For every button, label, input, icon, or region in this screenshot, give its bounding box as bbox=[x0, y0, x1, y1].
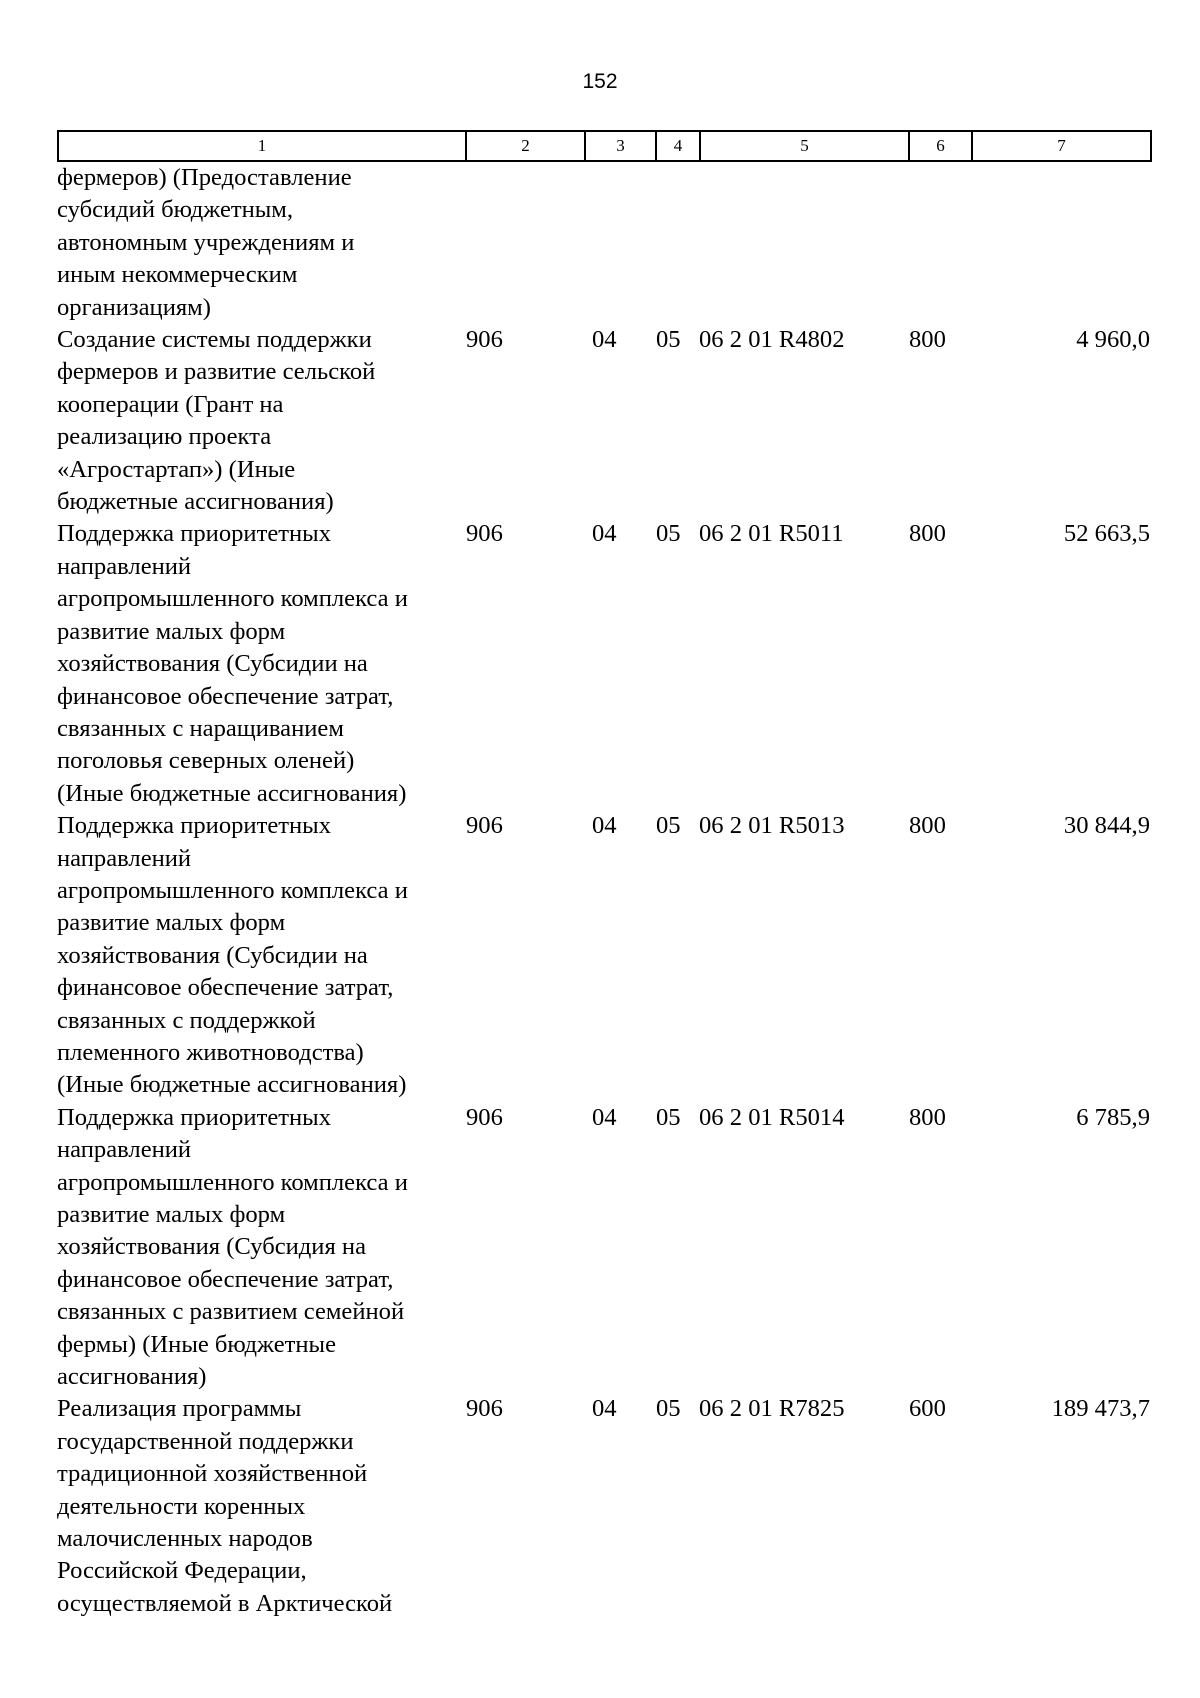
row-col-5: 06 2 01 R5014 bbox=[699, 1103, 845, 1131]
table-row bbox=[57, 1393, 1150, 1620]
row-col-7: 4 960,0 bbox=[1076, 326, 1150, 354]
row-col-7: 189 473,7 bbox=[1051, 1395, 1150, 1423]
row-col-5: 06 2 01 R5011 bbox=[699, 520, 844, 548]
row-col-2: 906 bbox=[466, 1395, 503, 1423]
row-col-2: 906 bbox=[466, 812, 503, 840]
row-col-4 bbox=[655, 162, 699, 324]
row-col-3: 04 bbox=[592, 1103, 617, 1131]
row-col-6: 800 bbox=[909, 326, 946, 354]
row-col-5: 06 2 01 R4802 bbox=[699, 326, 845, 354]
row-col-7 bbox=[971, 162, 1150, 324]
header-row bbox=[58, 131, 1151, 161]
row-col-5: 06 2 01 R7825 bbox=[699, 1395, 845, 1423]
table-row bbox=[57, 324, 1150, 518]
header-cell-3: 3 bbox=[585, 131, 656, 161]
row-col-4: 05 bbox=[656, 520, 681, 548]
row-col-3: 04 bbox=[592, 520, 617, 548]
row-description: фермеров) (Предоставление субсидий бюджетным, автономным учреждениям и иным некоммерческим организациям) bbox=[57, 164, 355, 321]
row-col-5: 06 2 01 R5013 bbox=[699, 812, 845, 840]
row-col-6: 800 bbox=[909, 1103, 946, 1131]
row-col-7: 30 844,9 bbox=[1063, 812, 1150, 840]
row-col-4: 05 bbox=[656, 1395, 681, 1423]
header-cell-1: 1 bbox=[58, 131, 466, 161]
row-description: Поддержка приоритетных направлений агропромышленного комплекса и развитие малых форм хозяйствования (Субсидия на финансовое обеспечение затрат, связанных с развитием семейной фермы) (Иные бюджетные ассигнования) bbox=[57, 1103, 408, 1391]
row-col-3 bbox=[584, 162, 655, 324]
table-row bbox=[57, 810, 1150, 1102]
header-cell-2: 2 bbox=[466, 131, 585, 161]
row-col-6: 800 bbox=[909, 812, 946, 840]
row-col-3: 04 bbox=[592, 1395, 617, 1423]
row-col-2 bbox=[465, 162, 584, 324]
table-row bbox=[57, 162, 1150, 324]
row-col-2: 906 bbox=[466, 520, 503, 548]
row-col-2: 906 bbox=[466, 326, 503, 354]
table-row bbox=[57, 518, 1150, 810]
row-col-2: 906 bbox=[466, 1103, 503, 1131]
row-col-6 bbox=[908, 162, 971, 324]
row-col-6: 600 bbox=[909, 1395, 946, 1423]
row-col-7: 52 663,5 bbox=[1063, 520, 1150, 548]
row-description: Поддержка приоритетных направлений агропромышленного комплекса и развитие малых форм хозяйствования (Субсидии на финансовое обеспечение затрат, связанных с наращиванием поголовья северных оленей) (Иные бюджетные ассигнования) bbox=[57, 520, 408, 807]
header-cell-4: 4 bbox=[656, 131, 700, 161]
table-row bbox=[57, 1102, 1150, 1394]
row-col-4: 05 bbox=[656, 326, 681, 354]
row-description: Реализация программы государственной поддержки традиционной хозяйственной деятельности коренных малочисленных народов Российской Федерации, осуществляемой в Арктической bbox=[57, 1395, 393, 1617]
row-col-5 bbox=[699, 162, 908, 324]
row-col-7: 6 785,9 bbox=[1076, 1103, 1150, 1131]
page-number bbox=[0, 70, 1200, 94]
header-cell-7: 7 bbox=[972, 131, 1151, 161]
page-number-text: 152 bbox=[582, 70, 618, 93]
row-col-3: 04 bbox=[592, 326, 617, 354]
table-header bbox=[57, 130, 1152, 162]
row-col-4: 05 bbox=[656, 812, 681, 840]
header-cell-5: 5 bbox=[700, 131, 909, 161]
row-description: Поддержка приоритетных направлений агропромышленного комплекса и развитие малых форм хозяйствования (Субсидии на финансовое обеспечение затрат, связанных с поддержкой племенного животноводства) (Иные бюджетные ассигнования) bbox=[57, 812, 408, 1099]
header-cell-6: 6 bbox=[909, 131, 972, 161]
row-description: Создание системы поддержки фермеров и развитие сельской кооперации (Грант на реализацию проекта «Агростартап») (Иные бюджетные ассигнования) bbox=[57, 326, 376, 516]
table-body bbox=[57, 162, 1150, 1620]
row-col-4: 05 bbox=[656, 1103, 681, 1131]
row-col-6: 800 bbox=[909, 520, 946, 548]
row-col-3: 04 bbox=[592, 812, 617, 840]
